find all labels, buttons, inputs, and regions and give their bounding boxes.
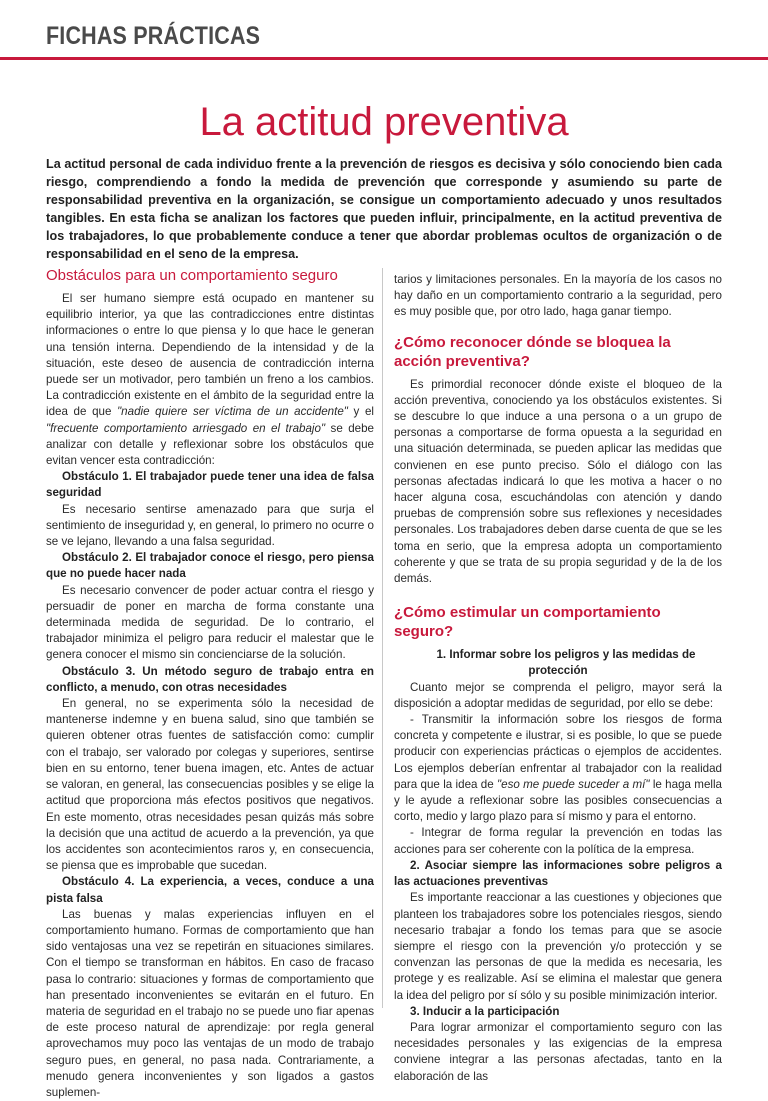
continued-paragraph: tarios y limitaciones personales. En la mayoría de los casos no hay daño en un comportamiento contrario a la seguridad, pero es muy posible que, por otro lado, haga ganar tiempo. [394,273,722,319]
text-span: El ser humano siempre está ocupado en mantener su equilibrio interior, ya que las contradicciones entre distintas informaciones o entre lo que piensa y lo que hace le generan una tensión interna. Dependiendo de la intensidad y de la situación, este deseo de ausencia de contradicción interna puede ser un motivador, pero también un freno a los cambios. La contradicción existente en el ámbito de la seguridad entre la idea de que [46,292,374,419]
reconocer-text: Es primordial reconocer dónde existe el bloqueo de la acción preventiva, conociendo ya los obstáculos existentes. Si se descubre lo que induce a una persona o a un grupo de personas a comportarse de forma opuesta a la seguridad en una situación determinada, se pueden aplicar las medidas que convienen en ese punto preciso. Sólo el diálogo con las personas afectadas indicará lo que les motiva a hacer o no hacer alguna cosa, escuchándolas con atención y dando pruebas de comprensión sobre sus reflexiones y necesidades personales. Los trabajadores deben darse cuenta de que se les toma en serio, que la empresa adopta un comportamiento coherente y que se trata de su propia seguridad y de la de los demás. [394,377,722,586]
step-1-bullet-1 [394,712,722,825]
text-span: le haga mella y le ayude a reflexionar sobre las posibles consecuencias a corto, medio y largo plazo para sí mismo y para el entorno. [394,777,722,824]
quote-span: "frecuente comportamiento arriesgado en el trabajo" [46,421,326,435]
obstacle-2-title: Obstáculo 2. El trabajador conoce el riesgo, pero piensa que no puede hacer nada [46,551,374,581]
text-span: y el [347,405,375,419]
column-divider [382,268,383,1008]
step-1-title: 1. Informar sobre los peligros y las medidas de protección [436,648,696,678]
obstacle-4-text: Las buenas y malas experiencias influyen en el comportamiento humano. Formas de comportamiento que han sido ventajosas una vez se repetirán en situaciones similares. Con el tiempo se transforman en hábitos. En caso de fracaso pasa lo contrario: situaciones y formas de comportamiento que han presentado inconvenientes se evitarán en el futuro. En materia de seguridad en el trabajo no se puede uno fiar apenas de este proceso natural de aprendizaje: por regla general aprovechamos muy poco las ventajas de un modo de trabajo seguro pues, en general, no pasa nada. Contrariamente, a menudo genera inconvenientes y son ligados a gastos suplemen- [46,907,374,1099]
step-3-text: Para lograr armonizar el comportamiento seguro con las necesidades personales y las exigencias de la empresa conviene integrar a las personas afectadas, tanto en la elaboración de las [394,1020,722,1083]
heading-reconocer: ¿Cómo reconocer dónde se bloquea la acción preventiva? [394,333,671,370]
step-1-bullet-2: - Integrar de forma regular la prevención en todas las acciones para ser coherente con la política de la empresa. [394,826,722,856]
intro-paragraph: La actitud personal de cada individuo frente a la prevención de riesgos es decisiva y sólo conociendo bien cada riesgo, comprendiendo a fondo la medida de prevención que corresponde y asumiendo su parte de responsabilidad preventiva en la organización, se consigue un comportamiento adecuado y unos resultados tangibles. En esta ficha se analizan los factores que pueden influir, principalmente, en la actitud preventiva de los trabajadores, lo que probablemente conduce a tener que abordar problemas ocultos de organización o de responsabilidad en el seno de la empresa. [46,157,722,261]
step-1-text: Cuanto mejor se comprenda el peligro, mayor será la disposición a adoptar medidas de seguridad, por ello se debe: [394,680,722,710]
spacer [394,321,722,333]
left-column [46,266,374,1101]
header-rule [0,57,768,60]
heading-estimular: ¿Cómo estimular un comportamiento seguro? [394,604,661,641]
obstacle-1-title: Obstáculo 1. El trabajador puede tener una idea de falsa seguridad [46,470,374,500]
text-span: - Transmitir la información sobre los riesgos de forma concreta y competente e ilustrar, si es posible, lo que se puede producir con experiencias prácticas o ejemplos de accidentes. Los ejemplos deberían enfrentar al trabajador con la realidad para que la idea de [394,713,722,791]
obstacle-4-title: Obstáculo 4. La experiencia, a veces, conduce a una pista falsa [46,875,374,905]
paragraph-intro-obstaculos [46,291,374,469]
step-3-title: 3. Inducir a la participación [410,1004,560,1018]
step-2-title: 2. Asociar siempre las informaciones sobre peligros a las actuaciones preventivas [394,858,722,889]
page-header [0,0,768,60]
heading-obstaculos: Obstáculos para un comportamiento seguro [46,267,338,284]
obstacle-3-title: Obstáculo 3. Un método seguro de trabajo entra en conflicto, a menudo, con otras necesidades [46,664,374,694]
quote-span: "nadie quiere ser víctima de un accidente" [117,405,348,419]
text-span: se debe analizar con detalle y reflexionar sobre los obstáculos que evitan vencer esta contradicción: [46,421,375,468]
spacer [394,587,722,603]
obstacle-1-text: Es necesario sentirse amenazado para que surja el sentimiento de inseguridad y, en general, lo primero no ocurre o se ve lejano, llevando a una falsa seguridad. [46,502,374,549]
quote-span: "eso me puede suceder a mí" [497,777,650,791]
obstacle-3-text: En general, no se experimenta sólo la necesidad de mantenerse indemne y en buena salud, sino que también se quieren obtener otras fuentes de satisfacción como: cumplir con el trabajo, ser valorado por colegas y superiores, sentirse bien en su entorno, tener buena imagen, etc. Antes de actuar se valoran, en general, las consecuencias posibles y se elige la actitud que proporciona más efectos positivos que negativos. En este momento, otras necesidades pesan quizás más sobre la decisión que una actitud de acuerdo a la prevención, ya que los accidentes son acontecimientos raros y, en consecuencia, se piensa que es improbable que sucedan. [46,697,374,873]
step-2-text: Es importante reaccionar a las cuestiones y objeciones que planteen los trabajadores sobre los potenciales riesgos, siendo necesario trabajar a fondo los temas para que se asocie siempre el riesgo con la prevención y/o protección y se convenzan las personas de que la medida es necesaria, les protege y es realizable. Así se elimina el malestar que genera la idea del peligro por sí sólo y su posible minimización interior. [394,891,722,1002]
right-column [394,272,722,1085]
page-title: La actitud preventiva [199,100,569,144]
section-label: FICHAS PRÁCTICAS [46,22,261,50]
obstacle-2-text: Es necesario convencer de poder actuar contra el riesgo y persuadir de poner en marcha de forma constante una determinada medida de seguridad. De lo contrario, el trabajador minimiza el peligro para reducir el malestar que le genera conocer el mismo sin concienciarse de la solución. [46,583,374,662]
